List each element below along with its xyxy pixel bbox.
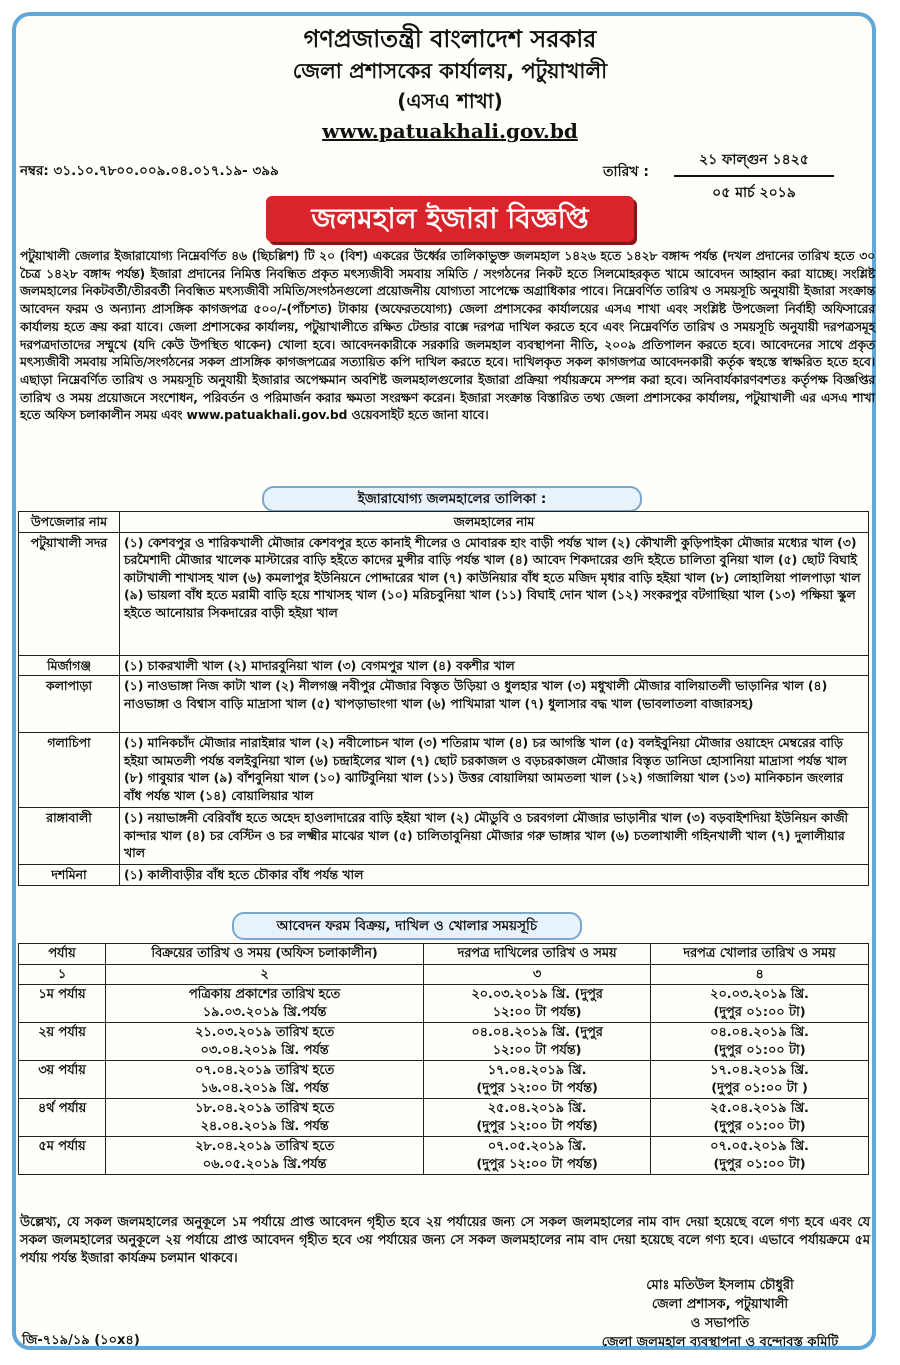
sale-line: ০৬.০৫.২০১৯ খ্রি.পর্যন্ত <box>202 1156 327 1172</box>
col-number: ৩ <box>424 964 651 985</box>
header-open: দরপত্র খোলার তারিখ ও সময় <box>651 944 869 965</box>
open-line: (দুপুর ০১:০০ টা) <box>713 1042 806 1058</box>
memo-number: নম্বর: ৩১.১০.৭৮০০.০০৯.০৪.০১৭.১৯- ৩৯৯ <box>20 163 279 179</box>
govt-title: গণপ্রজাতন্ত্রী বাংলাদেশ সরকার <box>303 25 597 53</box>
header-submit: দরপত্র দাখিলের তারিখ ও সময় <box>424 944 651 965</box>
website-link[interactable]: www.patuakhali.gov.bd <box>322 119 578 143</box>
submit-date <box>424 985 651 1023</box>
sale-date <box>106 1099 424 1137</box>
ad-code: জি-৭১৯/১৯ (১০x৪) <box>22 1333 140 1348</box>
waterbody-list: (১) কেশবপুর ও শারিকখালী মৌজার কেশবপুর হতে কানাই শীলের ও মোবারক হাং বাড়ী পর্যন্ত খাল (২) কৌখালী কুড়িপাইকা মৌজার মধ্যের খাল (৩) চরমৈশাদী মৌজার খালেক মাস্টারের বাড়ি হইতে কাদের মুন্সীর বাড়ি পর্যন্ত খাল (৪) আবেদ শিকদারের গুদি হইতে চালিতা বুনিয়া খাল (৫) ছোট বিঘাই কাটাখালী শাখাসহ খাল (৬) কমলাপুর ইউনিয়নে পোদ্দারের খাল (৭) কাউনিয়ার বাঁধ হতে মজিদ মৃধার বাড়ি হইয়া খাল (৮) লোহালিয়া পালপাড়া খাল (৯) ভায়লা বাঁধ হতে মরামী বাড়ি হয়ে শাখাসহ খাল (১০) মরিচবুনিয়া খাল (১১) বিঘাই দোন খাল (১২) সংকরপুর বটগাছিয়া খাল (১৩) পক্ষিয়া স্কুল হইতে আনোয়ার সিকদারের বাড়ী হইয়া খাল <box>120 532 869 655</box>
sale-line: ২৮.০৪.২০১৯ তারিখ হতে <box>195 1139 335 1154</box>
column-number-row <box>19 964 869 985</box>
branch-title: (এসএ শাখা) <box>397 89 503 113</box>
phase-name: ৩য় পর্যায় <box>19 1061 106 1099</box>
signature-block <box>570 1276 870 1352</box>
submit-line: (দুপুর ১২:০০ টা পর্যন্ত) <box>476 1080 598 1096</box>
sale-line: ২১.০৩.২০১৯ তারিখ হতে <box>195 1025 335 1040</box>
open-line: ০৪.০৪.২০১৯ খ্রি. <box>710 1025 809 1040</box>
sale-date <box>106 1023 424 1061</box>
notice-title: জলমহাল ইজারা বিজ্ঞপ্তি <box>266 196 634 242</box>
submit-line: ১২:০০ টা পর্যন্ত) <box>492 1004 582 1020</box>
open-line: ২৫.০৪.২০১৯ খ্রি. <box>710 1101 809 1116</box>
table-row <box>19 1023 869 1061</box>
open-line: ২০.০৩.২০১৯ খ্রি. <box>710 987 809 1002</box>
signatory-name: মোঃ মতিউল ইসলাম চৌধুরী <box>646 1278 794 1293</box>
submit-line: ০৭.০৫.২০১৯ খ্রি. <box>487 1139 587 1154</box>
table-row <box>19 808 869 865</box>
table-row <box>19 1099 869 1137</box>
col-number: ৪ <box>651 964 869 985</box>
sale-line: ২৪.০৪.২০১৯ খ্রি. পর্যন্ত <box>200 1118 329 1134</box>
open-line: (দুপুর ০১:০০ টা ) <box>711 1080 808 1096</box>
open-date <box>651 1023 869 1061</box>
col-number: ১ <box>19 964 106 985</box>
date-bangla: ২১ ফাল্গুন ১৪২৫ <box>674 148 834 177</box>
submit-line: (দুপুর ১২:০০ টা পর্যন্ত) <box>476 1118 598 1134</box>
phase-name: ৫ম পর্যায় <box>19 1137 106 1175</box>
sale-date <box>106 985 424 1023</box>
open-line: ১৭.০৪.২০১৯ খ্রি. <box>710 1063 809 1078</box>
waterbody-table <box>18 511 869 886</box>
table-header-row <box>19 944 869 965</box>
open-line: (দুপুর ০১:০০ টা) <box>713 1118 806 1134</box>
office-title: জেলা প্রশাসকের কার্যালয়, পটুয়াখালী <box>292 59 608 83</box>
schedule-table <box>18 943 869 1175</box>
signatory-role: ও সভাপতি <box>690 1316 750 1331</box>
committee-name: জেলা জলমহাল ব্যবস্থাপনা ও বন্দোবস্ত কমিটি <box>601 1335 839 1350</box>
date-english: ০৫ মার্চ ২০১৯ <box>712 185 796 201</box>
sale-date <box>106 1061 424 1099</box>
upazila-name: মির্জাগঞ্জ <box>19 655 120 676</box>
table-row <box>19 865 869 886</box>
open-date <box>651 985 869 1023</box>
table-row <box>19 532 869 655</box>
schedule-section-label: আবেদন ফরম বিক্রয়, দাখিল ও খোলার সময়সূচি <box>232 912 582 940</box>
header-sale: বিক্রয়ের তারিখ ও সময় (অফিস চলাকালীন) <box>106 944 424 965</box>
sale-line: ০৩.০৪.২০১৯ খ্রি. পর্যন্ত <box>200 1042 329 1058</box>
header-upazila: উপজেলার নাম <box>19 512 120 533</box>
table-row <box>19 1061 869 1099</box>
table-row <box>19 733 869 808</box>
open-line: (দুপুর ০১:০০ টা) <box>713 1004 806 1020</box>
open-date <box>651 1137 869 1175</box>
submit-date <box>424 1023 651 1061</box>
phase-name: ১ম পর্যায় <box>19 985 106 1023</box>
phase-name: ২য় পর্যায় <box>19 1023 106 1061</box>
sale-line: ১৯.০৩.২০১৯ খ্রি.পর্যন্ত <box>202 1004 327 1020</box>
submit-line: (দুপুর ১২:০০ টা পর্যন্ত) <box>476 1156 598 1172</box>
date-box <box>674 148 834 205</box>
phase-name: ৪র্থ পর্যায় <box>19 1099 106 1137</box>
sale-line: ১৬.০৪.২০১৯ খ্রি. পর্যন্ত <box>200 1080 329 1096</box>
open-date <box>651 1061 869 1099</box>
submit-date <box>424 1099 651 1137</box>
open-line: ০৭.০৫.২০১৯ খ্রি. <box>710 1139 809 1154</box>
upazila-name: দশমিনা <box>19 865 120 886</box>
sale-line: পত্রিকায় প্রকাশের তারিখ হতে <box>188 987 341 1002</box>
upazila-name: রাঙ্গাবালী <box>19 808 120 865</box>
sale-date <box>106 1137 424 1175</box>
header-phase: পর্যায় <box>19 944 106 965</box>
list-section-label: ইজারাযোগ্য জলমহালের তালিকা : <box>262 486 642 512</box>
open-line: (দুপুর ০১:০০ টা) <box>713 1156 806 1172</box>
waterbody-list: (১) নাওভাঙ্গা নিজ কাটা খাল (২) নীলগঞ্জ নবীপুর মৌজার বিস্তৃত উড়িয়া ও ধুলহার খাল (৩) মধুখালী মৌজার বালিয়াতলী ভাড়ানির খাল (৪) নাওভাঙ্গা ও বিশ্বাস বাড়ি মাদ্রাসা খাল (৫) খাপড়াভাংগা খাল (৬) পাখিমারা খাল (৭) ধুলাসার বদ্ধ খাল (ভাবলাতলা বাজারসহ) <box>120 676 869 733</box>
waterbody-list: (১) চাকরখালী খাল (২) মাদারবুনিয়া খাল (৩) বেগমপুর খাল (৪) বকশীর খাল <box>120 655 869 676</box>
waterbody-list: (১) নয়াভাঙ্গনী বেরিবাঁধ হতে অহেদ হাওলাদারের বাড়ি হইয়া খাল (২) মৌডুবি ও চরবগলা মৌজার ভাড়ানীর খাল (৩) বড়বাইশদিয়া ইউনিয়ন কাজী কান্দার খাল (৪) চর বেস্টিন ও চর লক্ষ্মীর মাঝের খাল (৫) চালিতাবুনিয়া মৌজার গরু ভাঙ্গার খাল (৬) চতলাখালী গহিনখালী খাল (৭) দুলালীয়ার খাল <box>120 808 869 865</box>
date-label: তারিখ : <box>603 164 649 180</box>
footnote: উল্লেখ্য, যে সকল জলমহালের অনুকূলে ১ম পর্যায়ে প্রাপ্ত আবেদন গৃহীত হবে ২য় পর্যায়ের জন্য সে সকল জলমহালের নাম বাদ দেয়া হয়েছে বলে গণ্য হবে এবং যে সকল জলমহালের অনুকূলে ২য় পর্যায়ে প্রাপ্ত আবেদন গৃহীত হবে ৩য় পর্যায়ের জন্য সে সকল জলমহালের নাম বাদ দেয়া হয়েছে বলে গণ্য হবে। এভাবে পর্যায়ক্রমে ৫ম পর্যায় পর্যন্ত ইজারা কার্যক্রম চলমান থাকবে। <box>20 1215 870 1266</box>
upazila-name: পটুয়াখালী সদর <box>19 532 120 655</box>
open-date <box>651 1099 869 1137</box>
submit-line: ১২:০০ টা পর্যন্ত) <box>492 1042 582 1058</box>
submit-line: ০৪.০৪.২০১৯ খ্রি. (দুপুর <box>471 1025 603 1040</box>
submit-date <box>424 1137 651 1175</box>
table-row <box>19 1137 869 1175</box>
upazila-name: কলাপাড়া <box>19 676 120 733</box>
submit-date <box>424 1061 651 1099</box>
submit-line: ১৭.০৪.২০১৯ খ্রি. <box>487 1063 587 1078</box>
header <box>0 22 900 146</box>
waterbody-list: (১) মানিকচাঁদ মৌজার নারাইন্নার খাল (২) নবীলোচন খাল (৩) শতিরাম খাল (৪) চর আগস্তি খাল (৫) বলইবুনিয়া মৌজার ওয়াহেদ মেম্বরের বাড়ি হইয়া আমতলী পর্যন্ত বলইবুনিয়া খাল (৬) চন্দ্রাইলের খাল (৭) ছোট চরকাজল ও বড়চরকাজল মৌজার বিস্তৃত ডানিডা হোসানিয়া মাদ্রাসা পর্যন্ত খাল (৮) গাবুয়ার খাল (৯) বাঁশবুনিয়া খাল (১০) ঝাটিবুনিয়া খাল (১১) উত্তর বোয়ালিয়া আমতলা খাল (১২) গজালিয়া খাল (১৩) মানিকচান জংলার বাঁধ পর্যন্ত খাল (১৪) বোয়ালিয়ার খাল <box>120 733 869 808</box>
signatory-designation: জেলা প্রশাসক, পটুয়াখালী <box>651 1297 789 1312</box>
notice-paragraph: পটুয়াখালী জেলার ইজারাযোগ্য নিম্নেবর্ণিত ৪৬ (ছিচল্লিশ) টি ২০ (বিশ) একরের উর্ধ্বের তালিকাভুক্ত জলমহাল ১৪২৬ হতে ১৪২৮ বঙ্গাব্দ পর্যন্ত (দখল প্রদানের তারিখ হতে ৩০ চৈত্র ১৪২৮ বঙ্গাব্দ পর্যন্ত) ইজারা প্রদানের নিমিত্ত নিবন্ধিত প্রকৃত মৎস্যজীবী সমবায় সমিতি / সংগঠনের নিকট হতে সিলমোহরকৃত খামে আবেদন আহ্বান করা যাচ্ছে। সংশ্লিষ্ট জলমহালের নিকটবর্তী/তীরবর্তী নিবন্ধিত মৎস্যজীবী সমিতি/সংগঠনগুলো প্রয়োজনীয় যোগ্যতা সাপেক্ষে অগ্রাধিকার পাবে। নিম্নেবর্ণিত তারিখ ও সময়সূচি অনুযায়ী ইজারা সংক্রান্ত আবেদন ফরম ও অন্যান্য প্রাসঙ্গিক কাগজপত্র ৫০০/-(পাঁচশত) টাকায় (অফেরতযোগ্য) জেলা প্রশাসকের কার্যালয়ের এসএ শাখা এবং সংশ্লিষ্ট উপজেলা নির্বাহী অফিসারের কার্যালয় হতে ক্রয় করা যাবে। জেলা প্রশাসকের কার্যালয়, পটুয়াখালীতে রক্ষিত টেন্ডার বাক্সে দরপত্র দাখিল করতে হবে এবং নিম্নেবর্ণিত তারিখ ও সময়সূচি অনুযায়ী দরপত্রসমূহ দরপত্রদাতাদের সম্মুখে (যদি কেউ উপস্থিত থাকেন) খোলা হবে। আবেদনকারীকে সরকারি জলমহাল ব্যবস্থাপনা নীতি, ২০০৯ প্রতিপালন করতে হবে। আবেদনের সাথে প্রকৃত মৎস্যজীবী সমবায় সমিতি/সংগঠনের সকল প্রাসঙ্গিক কাগজপত্রের সত্যায়িত কপি দাখিল করতে হবে। দাখিলকৃত সকল কাগজপত্র আবেদনকারী কর্তৃক স্বহস্তে স্বাক্ষরিত হতে হবে। এছাড়া নিম্নেবর্ণিত তারিখ ও সময়সূচি অনুযায়ী ইজারার অপেক্ষমান অবশিষ্ট জলমহালগুলোর ইজারা প্রক্রিয়া পর্যায়ক্রমে সম্পন্ন করা হবে। অনিবার্যকারণবশতঃ কর্তৃপক্ষ বিজ্ঞপ্তির তারিখ ও সময় প্রয়োজনে সংশোধন, পরিবর্তন ও পরিমার্জন করার ক্ষমতা সংরক্ষণ করেন। ইজারা সংক্রান্ত বিস্তারিত তথ্য জেলা প্রশাসকের কার্যালয়, পটুয়াখালী এর এসএ শাখা হতে অফিস চলাকালীন সময় এবং www.patuakhali.gov.bd ওয়েবসাইট হতে জানা যাবে। <box>20 249 875 423</box>
submit-line: ২৫.০৪.২০১৯ খ্রি. <box>487 1101 587 1116</box>
upazila-name: গলাচিপা <box>19 733 120 808</box>
table-row <box>19 655 869 676</box>
header-waterbody: জলমহালের নাম <box>120 512 869 533</box>
sale-line: ১৮.০৪.২০১৯ তারিখ হতে <box>195 1101 335 1116</box>
table-row <box>19 676 869 733</box>
submit-line: ২০.০৩.২০১৯ খ্রি. (দুপুর <box>471 987 603 1002</box>
sale-line: ০৭.০৪.২০১৯ তারিখ হতে <box>195 1063 335 1078</box>
waterbody-list: (১) কালীবাড়ীর বাঁধ হতে চৌকার বাঁধ পর্যন্ত খাল <box>120 865 869 886</box>
table-row <box>19 985 869 1023</box>
col-number: ২ <box>106 964 424 985</box>
table-header-row <box>19 512 869 533</box>
